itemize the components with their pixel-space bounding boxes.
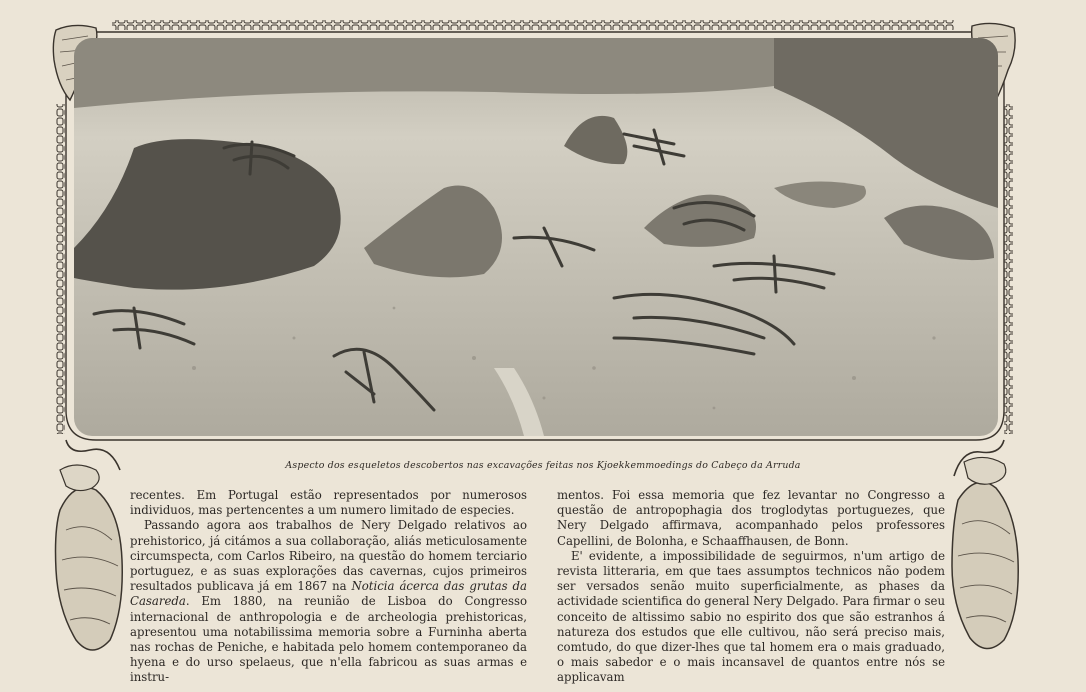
paragraph [130,518,527,685]
flint-axe-icon-bottom-left [56,465,123,650]
text-column-right [557,488,945,686]
paragraph: recentes. Em Portugal estão representados por numerosos individuos, mas pertencentes a um numero limitado de especies. [130,488,527,518]
paragraph-text: . Em 1880, na reunião de Lisboa do Congresso internacional de anthropologia e de archeologia prehistoricas, apresentou uma notabilissima memoria sobre a Furninha aberta nas rochas de Peniche, e habitada pelo homem contemporaneo da hyena e do urso spelaeus, que n'ella fabricou as suas armas e instru- [130,594,527,685]
paragraph: E' evidente, a impossibilidade de seguirmos, n'um artigo de revista litteraria, em que taes assumptos technicos não podem ser versados senão muito superficialmente, as phases da actividade scientifica do general Nery Delgado. Para firmar o seu conceito de altissimo sabio no espirito dos que são estranhos á natureza dos estudos que elle cultivou, não será preciso mais, comtudo, do que dizer-lhes que tal homem era o mais graduado, o mais sabedor e o mais incansavel de quantos entre nós se applicavam [557,548,945,685]
text-column-left [130,488,527,686]
photo-caption: Aspecto dos esqueletos descobertos nas excavações feitas nos Kjoekkemmoedings do Cabeço da Arruda [285,460,801,471]
excavation-photograph [74,38,998,436]
publication-title: Noticia ácerca das grutas da Casareda [130,579,527,609]
flint-axe-icon-bottom-right [952,457,1018,648]
paragraph-text: Passando agora aos trabalhos de Nery Delgado relativos ao prehistorico, já citámos a sua collaboração, aliás meticulosamente circumspecta, com Carlos Ribeiro, na questão do homem terciario portuguez, e as suas explorações das cavernas, cujos primeiros resultados publicava já em 1867 na [130,518,527,594]
paragraph: mentos. Foi essa memoria que fez levantar no Congresso a questão de antropophagia dos troglodytas portuguezes, que Nery Delgado affirmava, acompanhado pelos professores Capellini, de Bolonha, e Schaaffhausen, de Bonn. [557,488,945,548]
